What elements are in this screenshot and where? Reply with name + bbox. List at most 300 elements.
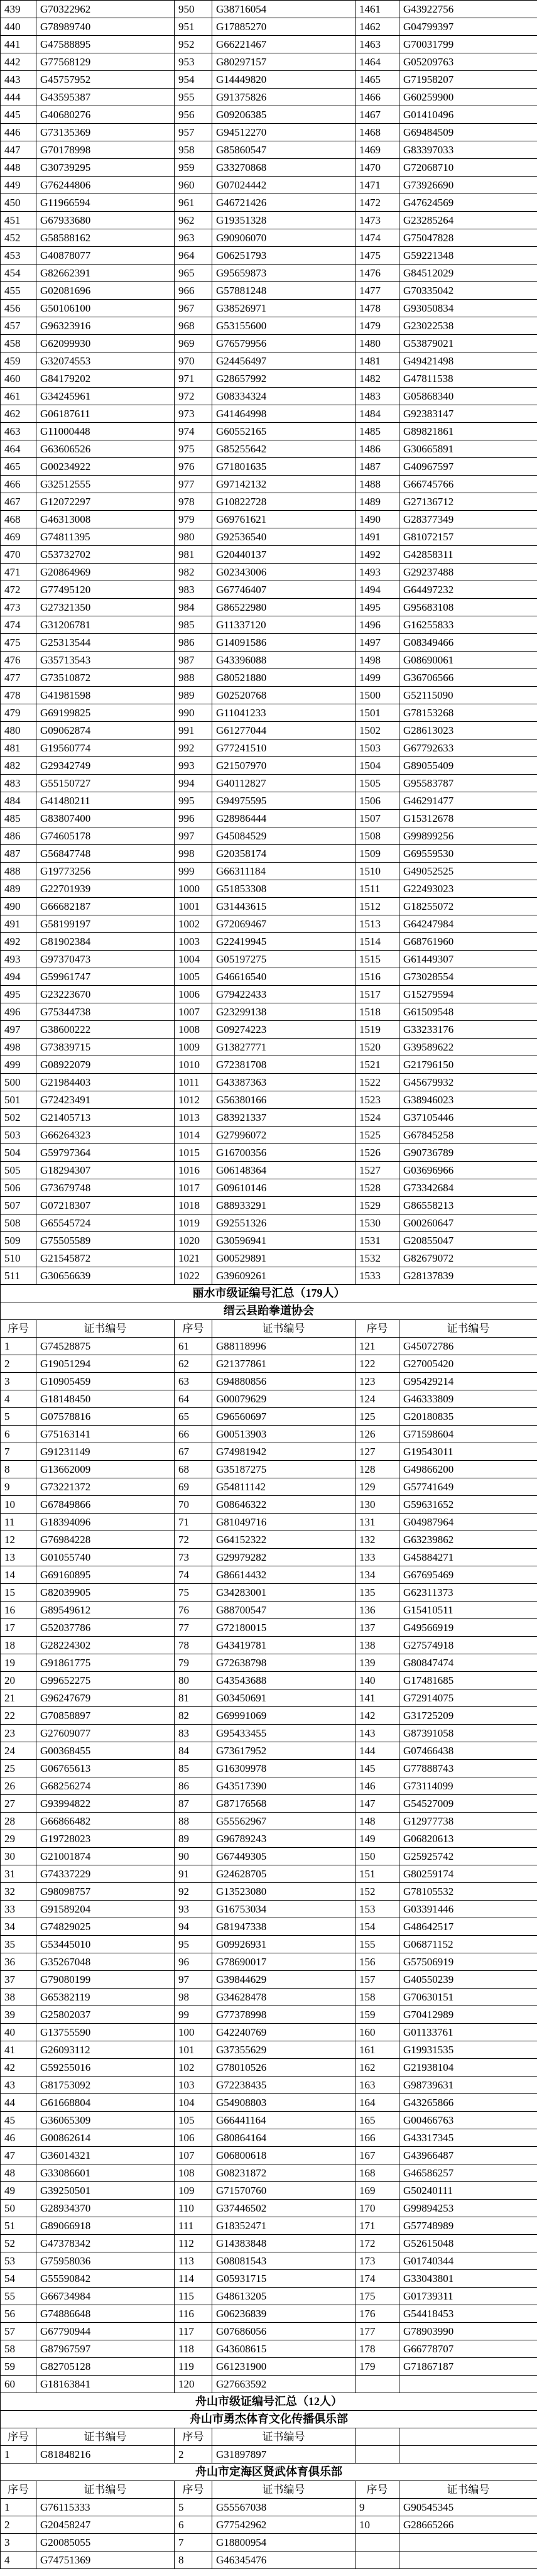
table-row <box>1 722 537 740</box>
serial-number-cell: 974 <box>175 423 212 440</box>
serial-number-cell: 170 <box>355 2200 399 2217</box>
certificate-number-cell: G01133761 <box>399 2024 537 2041</box>
serial-number-cell: 476 <box>1 652 36 669</box>
certificate-number-cell: G63239862 <box>399 1531 537 1549</box>
certificate-number-cell: G95433455 <box>212 1725 355 1742</box>
serial-number-cell: 61 <box>175 1338 212 1355</box>
serial-number-cell: 955 <box>175 89 212 106</box>
certificate-number-cell: G14449820 <box>212 71 355 89</box>
certificate-number-cell: G18394096 <box>36 1514 175 1531</box>
serial-number-cell: 8 <box>175 2551 212 2569</box>
serial-number-cell: 441 <box>1 36 36 53</box>
serial-number-cell: 1013 <box>175 1109 212 1127</box>
certificate-number-cell: G36014321 <box>36 2147 175 2164</box>
serial-number-cell: 1519 <box>355 1021 399 1039</box>
certificate-number-cell: G17481685 <box>399 1672 537 1689</box>
serial-number-cell: 1018 <box>175 1197 212 1214</box>
certificate-number-cell: G08349466 <box>399 634 537 652</box>
certificate-number-cell: G94512270 <box>212 124 355 141</box>
certificate-number-cell: G77378998 <box>212 2006 355 2024</box>
serial-number-cell: 76 <box>175 1602 212 1619</box>
certificate-number-cell: G04987964 <box>399 1514 537 1531</box>
certificate-number-cell: G09274223 <box>212 1021 355 1039</box>
serial-number-cell: 77 <box>175 1619 212 1637</box>
serial-number-cell: 963 <box>175 229 212 247</box>
serial-number-cell: 66 <box>175 1426 212 1443</box>
certificate-number-cell: G54527009 <box>399 1795 537 1813</box>
table-row <box>1 476 537 493</box>
serial-number-cell: 1478 <box>355 300 399 317</box>
certificate-number-cell: G24628705 <box>212 1865 355 1883</box>
certificate-number-cell: G11041233 <box>212 704 355 722</box>
certificate-number-cell: G71598604 <box>399 1426 537 1443</box>
certificate-number-cell: G67792633 <box>399 740 537 757</box>
table-row <box>1 2534 537 2551</box>
serial-number-cell: 103 <box>175 2077 212 2094</box>
serial-number-cell: 510 <box>1 1250 36 1267</box>
certificate-number-cell: G67849866 <box>36 1496 175 1514</box>
table-row <box>1 1514 537 1531</box>
serial-number-cell: 152 <box>355 1883 399 1901</box>
serial-number-cell: 1529 <box>355 1197 399 1214</box>
serial-number-cell: 7 <box>1 1443 36 1461</box>
table-row <box>1 1074 537 1091</box>
certificate-number-cell: G45084529 <box>212 827 355 845</box>
serial-number-cell: 165 <box>355 2112 399 2129</box>
serial-number-cell: 1003 <box>175 933 212 951</box>
table-row <box>1 2094 537 2112</box>
serial-number-cell: 42 <box>1 2059 36 2077</box>
serial-number-cell: 1482 <box>355 370 399 388</box>
certificate-number-cell: G39609261 <box>212 1267 355 1285</box>
certificate-number-cell: G23299138 <box>212 1003 355 1021</box>
table-row <box>1 1637 537 1654</box>
serial-number-cell: 93 <box>175 1901 212 1918</box>
serial-number-cell: 127 <box>355 1443 399 1461</box>
certificate-number-cell: G82662391 <box>36 265 175 282</box>
certificate-number-cell: G67695469 <box>399 1566 537 1584</box>
serial-number-cell: 137 <box>355 1619 399 1637</box>
serial-number-cell: 509 <box>1 1232 36 1250</box>
certificate-number-cell: G71570760 <box>212 2182 355 2200</box>
section-title-row <box>1 2393 537 2411</box>
serial-number-cell: 952 <box>175 36 212 53</box>
table-row <box>1 388 537 405</box>
serial-number-cell: 119 <box>175 2358 212 2376</box>
table-row <box>1 792 537 810</box>
certificate-number-cell: G27663592 <box>212 2376 355 2393</box>
serial-number-cell: 80 <box>175 1672 212 1689</box>
certificate-number-cell: G54418453 <box>399 2305 537 2323</box>
serial-number-cell: 1493 <box>355 564 399 581</box>
serial-number-cell: 1487 <box>355 458 399 476</box>
serial-number-cell: 177 <box>355 2323 399 2340</box>
serial-number-cell: 15 <box>1 1584 36 1602</box>
certificate-number-cell: G63606526 <box>36 440 175 458</box>
certificate-number-cell: G74811395 <box>36 528 175 546</box>
certificate-number-cell: G76984228 <box>36 1531 175 1549</box>
certificate-number-cell: G36065309 <box>36 2112 175 2129</box>
serial-number-cell: 449 <box>1 177 36 194</box>
table-row <box>1 669 537 687</box>
certificate-number-cell: G22493023 <box>399 880 537 898</box>
table-row <box>1 1953 537 1971</box>
serial-number-cell: 31 <box>1 1865 36 1883</box>
serial-number-cell: 22 <box>1 1707 36 1725</box>
serial-number-cell: 154 <box>355 1918 399 1936</box>
certificate-number-cell: G40967597 <box>399 458 537 476</box>
serial-number-cell: 121 <box>355 1338 399 1355</box>
certificate-number-cell: G08690061 <box>399 652 537 669</box>
certificate-number-cell: G13662009 <box>36 1461 175 1478</box>
serial-number-cell: 59 <box>1 2358 36 2376</box>
certificate-number-cell: G79422433 <box>212 986 355 1003</box>
serial-number-cell: 440 <box>1 18 36 36</box>
serial-number-cell: 26 <box>1 1777 36 1795</box>
serial-number-cell: 50 <box>1 2200 36 2217</box>
certificate-number-cell: G74886648 <box>36 2305 175 2323</box>
serial-number-cell: 1020 <box>175 1232 212 1250</box>
certificate-number-cell: G59961747 <box>36 968 175 986</box>
table-row <box>1 1989 537 2006</box>
certificate-number-cell: G19728023 <box>36 1830 175 1848</box>
serial-number-cell: 114 <box>175 2270 212 2288</box>
serial-number-cell: 968 <box>175 317 212 335</box>
table-row <box>1 370 537 388</box>
column-header: 序号 <box>1 1320 36 1338</box>
column-header: 证书编号 <box>399 2481 537 2499</box>
certificate-number-cell: G97142132 <box>212 476 355 493</box>
certificate-number-cell: G18294307 <box>36 1162 175 1179</box>
certificate-number-cell: G60259900 <box>399 89 537 106</box>
certificate-number-cell: G06871152 <box>399 1936 537 1953</box>
serial-number-cell: 1495 <box>355 599 399 616</box>
certificate-number-cell: G71801635 <box>212 458 355 476</box>
certificate-number-cell: G73028554 <box>399 968 537 986</box>
serial-number-cell: 98 <box>175 1989 212 2006</box>
table-row <box>1 810 537 827</box>
table-row <box>1 18 537 36</box>
certificate-number-cell: G07218307 <box>36 1197 175 1214</box>
serial-number-cell: 178 <box>355 2340 399 2358</box>
certificate-number-cell: G91375826 <box>212 89 355 106</box>
serial-number-cell: 960 <box>175 177 212 194</box>
certificate-number-cell: G86614432 <box>212 1566 355 1584</box>
serial-number-cell: 129 <box>355 1478 399 1496</box>
table-row <box>1 493 537 511</box>
serial-number-cell: 54 <box>1 2270 36 2288</box>
table-row <box>1 1373 537 1390</box>
certificate-number-cell: G43517390 <box>212 1777 355 1795</box>
certificate-number-cell: G72638798 <box>212 1654 355 1672</box>
certificate-number-cell: G10905459 <box>36 1373 175 1390</box>
certificate-number-cell: G70322962 <box>36 1 175 18</box>
serial-number-cell: 987 <box>175 652 212 669</box>
serial-number-cell: 958 <box>175 141 212 159</box>
certificate-number-cell: G37355629 <box>212 2041 355 2059</box>
serial-number-cell: 157 <box>355 1971 399 1989</box>
serial-number-cell: 1522 <box>355 1074 399 1091</box>
serial-number-cell: 143 <box>355 1725 399 1742</box>
column-header: 序号 <box>1 2428 36 2446</box>
serial-number-cell: 496 <box>1 1003 36 1021</box>
certificate-number-cell: G61277044 <box>212 722 355 740</box>
certificate-number-cell: G20855047 <box>399 1232 537 1250</box>
serial-number-cell: 478 <box>1 687 36 704</box>
certificate-number-cell: G74981942 <box>212 1443 355 1461</box>
serial-number-cell: 124 <box>355 1390 399 1408</box>
certificate-number-cell: G45072786 <box>399 1338 537 1355</box>
serial-number-cell <box>355 2376 399 2393</box>
certificate-number-cell: G84179202 <box>36 370 175 388</box>
certificate-number-cell: G53155600 <box>212 317 355 335</box>
table-row <box>1 775 537 792</box>
serial-number-cell: 484 <box>1 792 36 810</box>
serial-number-cell: 1 <box>1 2499 36 2516</box>
serial-number-cell: 10 <box>1 1496 36 1514</box>
serial-number-cell: 463 <box>1 423 36 440</box>
serial-number-cell: 134 <box>355 1566 399 1584</box>
certificate-number-cell: G70031799 <box>399 36 537 53</box>
serial-number-cell: 118 <box>175 2340 212 2358</box>
certificate-number-cell: G03696966 <box>399 1162 537 1179</box>
certificate-number-cell: G43543688 <box>212 1672 355 1689</box>
certificate-number-cell: G73221372 <box>36 1478 175 1496</box>
certificate-number-cell <box>399 2446 537 2464</box>
serial-number-cell: 169 <box>355 2182 399 2200</box>
serial-number-cell: 1505 <box>355 775 399 792</box>
serial-number-cell: 116 <box>175 2305 212 2323</box>
table-row <box>1 423 537 440</box>
certificate-number-cell: G88933291 <box>212 1197 355 1214</box>
table-row <box>1 194 537 212</box>
serial-number-cell: 986 <box>175 634 212 652</box>
serial-number-cell: 53 <box>1 2252 36 2270</box>
certificate-number-cell: G27996072 <box>212 1127 355 1144</box>
serial-number-cell: 459 <box>1 352 36 370</box>
certificate-number-cell: G35713543 <box>36 652 175 669</box>
table-row <box>1 36 537 53</box>
serial-number-cell: 87 <box>175 1795 212 1813</box>
certificate-number-cell: G27609077 <box>36 1725 175 1742</box>
serial-number-cell: 71 <box>175 1514 212 1531</box>
certificate-number-cell: G72238435 <box>212 2077 355 2094</box>
serial-number-cell: 20 <box>1 1672 36 1689</box>
serial-number-cell: 999 <box>175 863 212 880</box>
certificate-number-cell: G78153268 <box>399 704 537 722</box>
table-row <box>1 1179 537 1197</box>
serial-number-cell: 997 <box>175 827 212 845</box>
table-row <box>1 141 537 159</box>
serial-number-cell: 4 <box>1 1390 36 1408</box>
table-row <box>1 2077 537 2094</box>
certificate-number-cell: G30596941 <box>212 1232 355 1250</box>
table-row <box>1 2358 537 2376</box>
certificate-number-cell: G75958036 <box>36 2252 175 2270</box>
serial-number-cell: 479 <box>1 704 36 722</box>
serial-number-cell: 1472 <box>355 194 399 212</box>
certificate-number-cell: G11966594 <box>36 194 175 212</box>
certificate-number-cell: G86522980 <box>212 599 355 616</box>
certificate-number-cell: G28657992 <box>212 370 355 388</box>
certificate-number-cell: G09062874 <box>36 722 175 740</box>
certificate-number-cell: G54908803 <box>212 2094 355 2112</box>
serial-number-cell: 109 <box>175 2182 212 2200</box>
certificate-number-cell: G01055740 <box>36 1549 175 1566</box>
serial-number-cell: 2 <box>1 2516 36 2534</box>
serial-number-cell: 1507 <box>355 810 399 827</box>
certificate-number-cell: G28986444 <box>212 810 355 827</box>
certificate-number-cell: G13523080 <box>212 1883 355 1901</box>
column-header: 序号 <box>175 1320 212 1338</box>
serial-number-cell: 1 <box>1 1338 36 1355</box>
serial-number-cell: 1499 <box>355 669 399 687</box>
certificate-number-cell: G43966487 <box>399 2147 537 2164</box>
serial-number-cell: 465 <box>1 458 36 476</box>
certificate-number-cell: G96247679 <box>36 1689 175 1707</box>
certificate-number-cell: G67449305 <box>212 1848 355 1865</box>
certificate-number-cell: G46616540 <box>212 968 355 986</box>
table-row <box>1 1355 537 1373</box>
serial-number-cell: 16 <box>1 1602 36 1619</box>
certificate-number-cell: G92551326 <box>212 1214 355 1232</box>
serial-number-cell: 1524 <box>355 1109 399 1127</box>
certificate-number-cell: G05197275 <box>212 951 355 968</box>
certificate-number-cell: G66734984 <box>36 2288 175 2305</box>
serial-number-cell: 166 <box>355 2129 399 2147</box>
certificate-number-cell: G92383147 <box>399 405 537 423</box>
certificate-number-cell: G07466438 <box>399 1742 537 1760</box>
certificate-number-cell: G33270868 <box>212 159 355 177</box>
certificate-number-cell: G62099930 <box>36 335 175 352</box>
serial-number-cell: 112 <box>175 2235 212 2252</box>
certificate-number-cell: G67746407 <box>212 581 355 599</box>
table-row <box>1 229 537 247</box>
serial-number-cell: 443 <box>1 71 36 89</box>
certificate-number-cell: G69991069 <box>212 1707 355 1725</box>
certificate-number-cell: G15279594 <box>399 986 537 1003</box>
table-row <box>1 282 537 300</box>
certificate-number-cell: G45679932 <box>399 1074 537 1091</box>
table-row <box>1 2270 537 2288</box>
serial-number-cell: 1 <box>1 2446 36 2464</box>
serial-number-cell: 469 <box>1 528 36 546</box>
serial-number-cell: 1486 <box>355 440 399 458</box>
table-row <box>1 1971 537 1989</box>
certificate-number-cell: G12072297 <box>36 493 175 511</box>
serial-number-cell: 64 <box>175 1390 212 1408</box>
serial-number-cell: 978 <box>175 493 212 511</box>
certificate-number-cell: G47811538 <box>399 370 537 388</box>
table-row <box>1 511 537 528</box>
serial-number-cell: 113 <box>175 2252 212 2270</box>
serial-number-cell: 487 <box>1 845 36 863</box>
certificate-number-cell: G55590842 <box>36 2270 175 2288</box>
certificate-number-cell: G74605178 <box>36 827 175 845</box>
serial-number-cell: 1466 <box>355 89 399 106</box>
table-row <box>1 265 537 282</box>
serial-number-cell: 1014 <box>175 1127 212 1144</box>
certificate-number-cell: G26093112 <box>36 2041 175 2059</box>
table-row <box>1 1197 537 1214</box>
serial-number-cell: 1010 <box>175 1056 212 1074</box>
certificate-number-cell: G13755590 <box>36 2024 175 2041</box>
serial-number-cell: 501 <box>1 1091 36 1109</box>
serial-number-cell: 472 <box>1 581 36 599</box>
table-row <box>1 1566 537 1584</box>
certificate-number-cell: G73510872 <box>36 669 175 687</box>
serial-number-cell: 136 <box>355 1602 399 1619</box>
table-row <box>1 1091 537 1109</box>
serial-number-cell: 18 <box>1 1637 36 1654</box>
certificate-number-cell: G60552165 <box>212 423 355 440</box>
serial-number-cell: 85 <box>175 1760 212 1777</box>
table-row <box>1 968 537 986</box>
serial-number-cell: 102 <box>175 2059 212 2077</box>
table-row <box>1 2323 537 2340</box>
section-title-row <box>1 1285 537 1302</box>
table-row <box>1 2305 537 2323</box>
table-row <box>1 1443 537 1461</box>
certificate-number-cell: G53879021 <box>399 335 537 352</box>
serial-number-cell: 150 <box>355 1848 399 1865</box>
table-row <box>1 2551 537 2569</box>
table-row <box>1 2147 537 2164</box>
certificate-number-cell: G47624569 <box>399 194 537 212</box>
column-header: 证书编号 <box>36 2428 175 2446</box>
certificate-number-cell: G69484509 <box>399 124 537 141</box>
certificate-number-cell: G00466763 <box>399 2112 537 2129</box>
certificate-number-cell: G00260647 <box>399 1214 537 1232</box>
certificate-number-cell: G32512555 <box>36 476 175 493</box>
certificate-number-cell: G46313008 <box>36 511 175 528</box>
serial-number-cell: 1007 <box>175 1003 212 1021</box>
serial-number-cell: 1510 <box>355 863 399 880</box>
table-row <box>1 2516 537 2534</box>
serial-number-cell: 506 <box>1 1179 36 1197</box>
serial-number-cell: 111 <box>175 2217 212 2235</box>
table-row <box>1 1883 537 1901</box>
serial-number-cell: 1000 <box>175 880 212 898</box>
certificate-number-cell: G75505589 <box>36 1232 175 1250</box>
certificate-number-cell: G55150727 <box>36 775 175 792</box>
serial-number-cell: 982 <box>175 564 212 581</box>
table-row <box>1 1250 537 1267</box>
certificate-number-cell: G89549612 <box>36 1602 175 1619</box>
certificate-number-cell: G11337120 <box>212 616 355 634</box>
certificate-number-cell: G90906070 <box>212 229 355 247</box>
serial-number-cell: 148 <box>355 1813 399 1830</box>
certificate-number-cell: G20180835 <box>399 1408 537 1426</box>
table-row <box>1 89 537 106</box>
table-row <box>1 2006 537 2024</box>
certificate-number-cell: G08334324 <box>212 388 355 405</box>
certificate-number-cell: G09926931 <box>212 1936 355 1953</box>
serial-number-cell: 135 <box>355 1584 399 1602</box>
column-header: 序号 <box>355 2481 399 2499</box>
certificate-number-cell: G40680276 <box>36 106 175 124</box>
certificate-number-cell: G19931535 <box>399 2041 537 2059</box>
serial-number-cell: 141 <box>355 1689 399 1707</box>
serial-number-cell: 969 <box>175 335 212 352</box>
certificate-number-cell: G32074553 <box>36 352 175 370</box>
serial-number-cell: 1503 <box>355 740 399 757</box>
serial-number-cell: 57 <box>1 2323 36 2340</box>
certificate-number-cell: G42858311 <box>399 546 537 564</box>
serial-number-cell: 1533 <box>355 1267 399 1285</box>
serial-number-cell: 444 <box>1 89 36 106</box>
serial-number-cell: 1473 <box>355 212 399 229</box>
